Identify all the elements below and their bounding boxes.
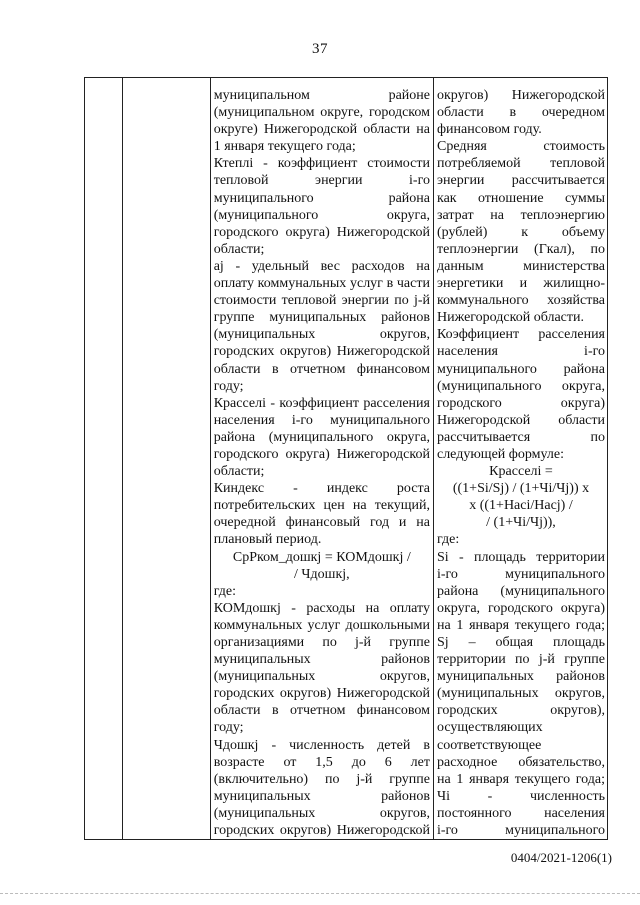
definitions-line: плановый период. [213, 532, 322, 548]
method-notes-line: Коэффициент расселения [436, 327, 605, 343]
method-notes-line: энергетики и жилищно- [436, 276, 605, 292]
method-notes-line: і-го муниципального [436, 823, 605, 839]
definitions-line: коммунальных услуг дошкольными [213, 617, 430, 633]
definitions-line: (муниципального округа, [213, 207, 430, 223]
definitions-line: стоимости тепловой энергии по j-й [213, 293, 430, 309]
method-notes-line: Нижегородской области [436, 412, 605, 428]
method-notes-line: потребляемой тепловой [436, 156, 605, 172]
method-notes-line: энергии рассчитывается [436, 173, 605, 189]
definitions-line: группе муниципальных районов [213, 310, 430, 326]
definitions-line: (муниципальных округов, [213, 805, 430, 821]
definitions-line: городских округов) Нижегородской [213, 823, 430, 839]
method-notes-line: Красселі = [489, 464, 553, 480]
method-notes-line: Нижегородской области. [436, 310, 584, 326]
definitions-line: муниципальных районов [213, 788, 430, 804]
method-notes-line: постоянного населения [436, 805, 605, 821]
definitions-line: населения і-го муниципального [213, 412, 430, 428]
method-notes-line: / (1+Чі/Чj)), [486, 515, 556, 531]
definitions-line: области; [213, 241, 265, 257]
method-notes-line: Si - площадь территории [436, 549, 605, 565]
definitions-line: городских округов) Нижегородской [213, 344, 430, 360]
method-notes-line: теплоэнергии (Гкал), по [436, 241, 605, 257]
definitions-line: округе) Нижегородской области на [213, 122, 430, 138]
definitions-line: КОМдошкj - расходы на оплату [213, 600, 430, 616]
table-cell-empty-1 [85, 78, 123, 840]
method-notes-line: округов) Нижегородской [436, 88, 605, 103]
table-cell-method-notes [433, 78, 607, 840]
method-notes-text [434, 78, 607, 839]
definitions-line: муниципальных районов [213, 652, 430, 668]
definitions-line: оплату коммунальных услуг в части [213, 276, 430, 292]
method-notes-line: рассчитывается по [436, 429, 605, 445]
definitions-line: Ктеплі - коэффициент стоимости [213, 156, 430, 172]
method-notes-line: где: [436, 532, 460, 548]
method-notes-line: области в очередном [436, 105, 605, 121]
method-notes-line: на 1 января текущего года; [436, 771, 605, 787]
definitions-line: городского округа) Нижегородской [213, 446, 430, 462]
method-notes-line: осуществляющих [436, 720, 543, 736]
document-code: 0404/2021-1206(1) [510, 850, 612, 865]
method-notes-line: городского округа) [436, 395, 605, 411]
table-cell-definitions [210, 78, 433, 840]
definitions-line: тепловой энергии і-го [213, 173, 430, 189]
page-number: 37 [312, 41, 328, 57]
method-notes-line: ((1+Si/Sj) / (1+Чі/Чj)) x [452, 481, 590, 497]
definitions-line: / Чдошкj, [294, 566, 350, 582]
table-row [85, 78, 608, 840]
method-notes-line: (муниципальных округов, [436, 686, 605, 702]
definitions-line: возрасте от 1,5 до 6 лет [213, 754, 430, 770]
definitions-line: СрРком_дошкj = КОМдошкj / [232, 549, 411, 565]
method-notes-line: городских округов), [436, 703, 605, 719]
definitions-line: области в отчетном финансовом [213, 361, 430, 377]
definitions-line: городского округа) Нижегородской [213, 224, 430, 240]
definitions-line: Красселі - коэффициент расселения [213, 395, 430, 411]
method-notes-line: Средняя стоимость [436, 139, 605, 155]
method-notes-line: коммунального хозяйства [436, 293, 605, 309]
definitions-line: организациями по j-й группе [213, 635, 430, 650]
method-notes-line: финансовом году. [436, 122, 542, 138]
definitions-line: где: [213, 583, 236, 599]
method-notes-line: как отношение суммы [436, 190, 605, 206]
table-cell-empty-2 [123, 78, 211, 840]
definitions-line: (муниципальных округов, [213, 669, 430, 685]
method-notes-line: Sj – общая площадь [436, 635, 605, 650]
method-notes-line: x ((1+Насі/Насj) / [469, 498, 573, 514]
definitions-line: области; [213, 464, 265, 480]
definitions-line: городских округов) Нижегородской [213, 686, 430, 702]
method-notes-line: муниципального района [436, 361, 605, 377]
definitions-line: году; [213, 720, 244, 736]
scan-edge-line [0, 893, 640, 898]
definitions-line: (включительно) по j-й группе [213, 771, 430, 787]
definitions-line: Чдошкj - численность детей в [213, 737, 430, 753]
method-notes-line: затрат на теплоэнергию [436, 207, 605, 223]
definitions-line: области в отчетном финансовом [213, 703, 430, 719]
definitions-line: очередной финансовый год и на [213, 515, 430, 531]
definitions-line: (муниципальных округов, [213, 327, 430, 343]
definitions-line: района (муниципального округа, [213, 429, 430, 445]
method-notes-line: (муниципального округа, [436, 378, 605, 394]
method-notes-line: муниципальных районов [436, 669, 605, 685]
method-notes-line: территории по j-й группе [436, 652, 605, 668]
definitions-line: Киндекс - индекс роста [213, 481, 430, 497]
method-notes-line: следующей формуле: [436, 446, 564, 462]
method-notes-line: населения і-го [436, 344, 605, 360]
definitions-line: муниципальном районе [213, 88, 430, 103]
definitions-line: муниципального района [213, 190, 430, 206]
method-notes-line: і-го муниципального [436, 566, 605, 582]
method-notes-line: на 1 января текущего года; [436, 617, 605, 633]
definitions-line: aj - удельный вес расходов на [213, 258, 430, 274]
definitions-line: 1 января текущего года; [213, 139, 356, 155]
method-notes-line: района (муниципального [436, 583, 605, 599]
method-notes-line: Чі - численность [436, 788, 605, 804]
definitions-line: потребительских цен на текущий, [213, 498, 430, 514]
method-notes-line: расходное обязательство, [436, 754, 605, 770]
definitions-text [211, 78, 433, 839]
method-notes-line: (рублей) к объему [436, 224, 605, 240]
method-notes-line: данным министерства [436, 258, 605, 274]
definitions-line: году; [213, 378, 244, 394]
method-notes-line: соответствующее [436, 737, 542, 753]
document-table [84, 77, 608, 840]
method-notes-line: округа, городского округа) [436, 600, 605, 616]
definitions-line: (муниципальном округе, городском [213, 105, 430, 121]
